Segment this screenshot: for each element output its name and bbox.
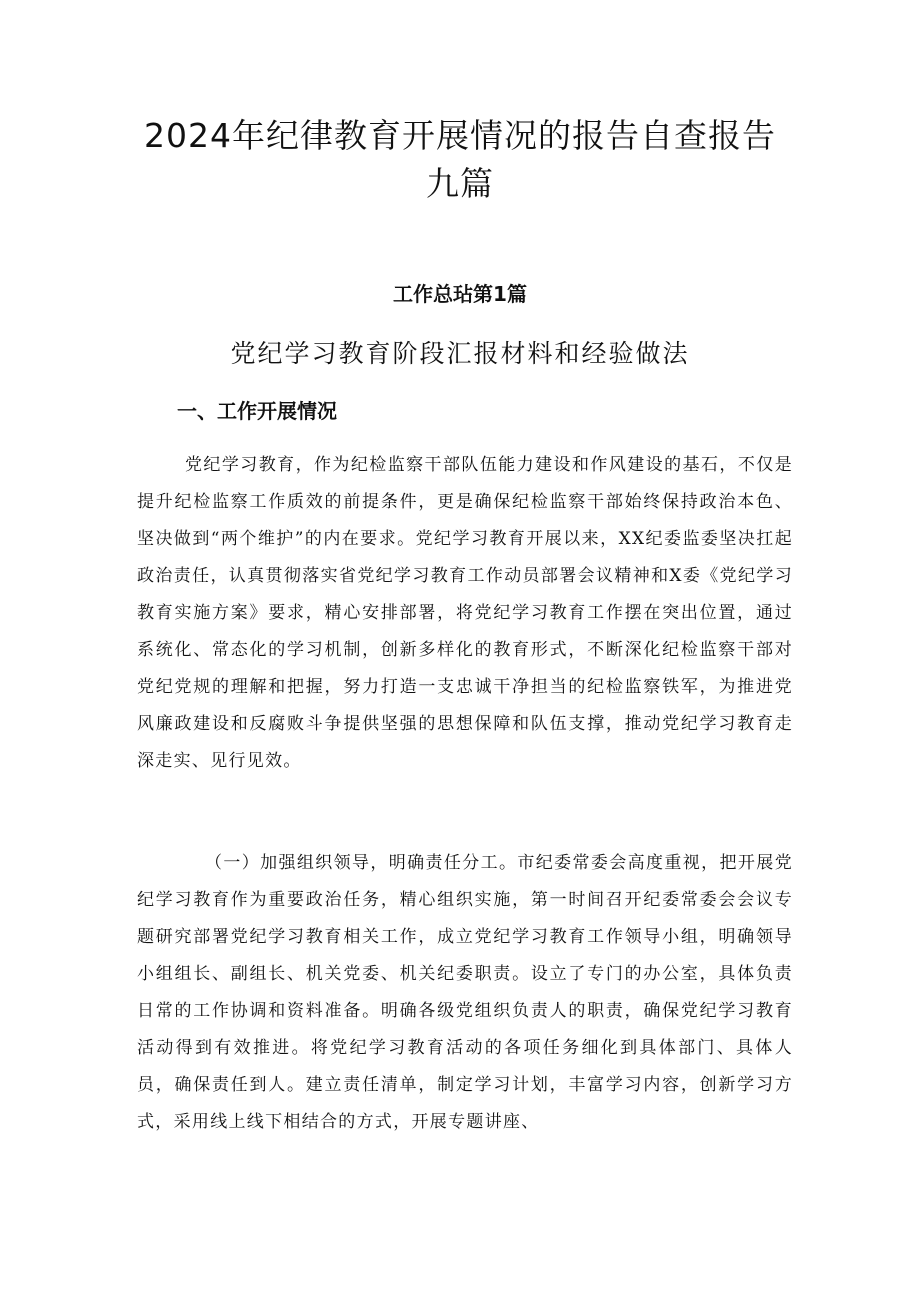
section-heading: 一、工作开展情况: [177, 399, 337, 423]
body-paragraph-1: 党纪学习教育，作为纪检监察干部队伍能力建设和作风建设的基石，不仅是提升纪检监察工作质效的前提条件，更是确保纪检监察干部始终保持政治本色、坚决做到“两个维护”的内在要求。党纪学习教育开展以来，XX纪委监委坚决扛起政治责任，认真贯彻落实省党纪学习教育工作动员部署会议精神和X委《党纪学习教育实施方案》要求，精心安排部署，将党纪学习教育工作摆在突出位置，通过系统化、常态化的学习机制，创新多样化的教育形式，不断深化纪检监察干部对党纪党规的理解和把握，努力打造一支忠诚干净担当的纪检监察铁军，为推进党风廉政建设和反腐败斗争提供坚强的思想保障和队伍支撑，推动党纪学习教育走深走实、见行见效。: [137, 455, 793, 771]
document-subtitle: 党纪学习教育阶段汇报材料和经验做法: [230, 339, 690, 368]
body-paragraph-2: （一）加强组织领导，明确责任分工。市纪委常委会高度重视，把开展党纪学习教育作为重要政治任务，精心组织实施，第一时间召开纪委常委会会议专题研究部署党纪学习教育相关工作，成立党纪学习教育工作领导小组，明确领导小组组长、副组长、机关党委、机关纪委职责。设立了专门的办公室，具体负责日常的工作协调和资料准备。明确各级党组织负责人的职责，确保党纪学习教育活动得到有效推进。将党纪学习教育活动的各项任务细化到具体部门、具体人员，确保责任到人。建立责任清单，制定学习计划，丰富学习内容，创新学习方式，采用线上线下相结合的方式，开展专题讲座、: [137, 853, 793, 1132]
section-label: 工作总玷第1篇: [393, 282, 527, 306]
document-title-line-1: 2024年纪律教育开展情况的报告自查报告: [144, 116, 776, 155]
document-title-line-2: 九篇: [426, 164, 494, 203]
